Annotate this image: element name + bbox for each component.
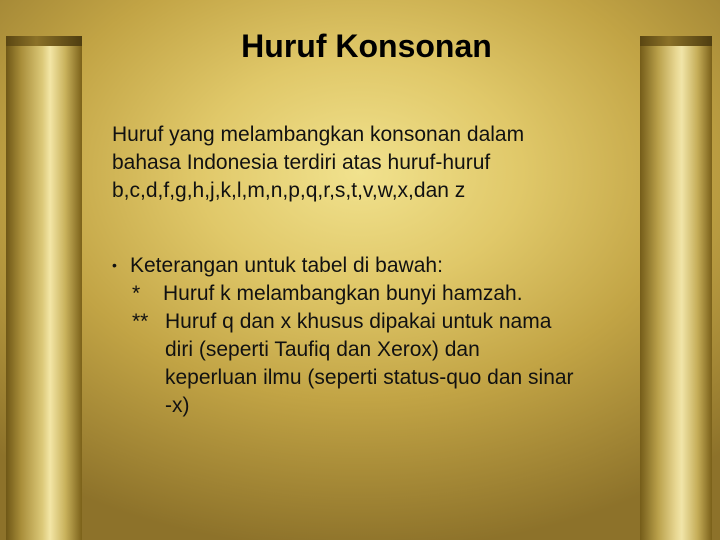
note-text: -x) [165,394,190,417]
list-item [112,251,652,280]
left-pillar [6,36,82,540]
notes-list [112,251,652,420]
asterisk-mark: * [132,282,141,305]
note-text: Huruf q dan x khusus dipakai untuk nama [165,310,552,333]
bullet-dot-icon: • [112,257,117,273]
left-pillar-shaft [6,46,82,540]
list-item [112,280,652,308]
intro-line: b,c,d,f,g,h,j,k,l,m,n,p,q,r,s,t,v,w,x,dan z [112,179,466,202]
note-text: keperluan ilmu (seperti status-quo dan sinar [165,366,574,389]
note-text: Huruf k melambangkan bunyi hamzah. [163,282,523,305]
note-text: diri (seperti Taufiq dan Xerox) dan [165,338,480,361]
intro-line: Huruf yang melambangkan konsonan dalam [112,123,525,146]
double-asterisk-mark: ** [132,310,149,333]
intro-paragraph [112,121,612,205]
notes-heading: Keterangan untuk tabel di bawah: [130,254,443,277]
intro-line: bahasa Indonesia terdiri atas huruf-huruf [112,151,491,174]
slide-title: Huruf Konsonan [241,28,492,64]
list-item [112,308,652,420]
